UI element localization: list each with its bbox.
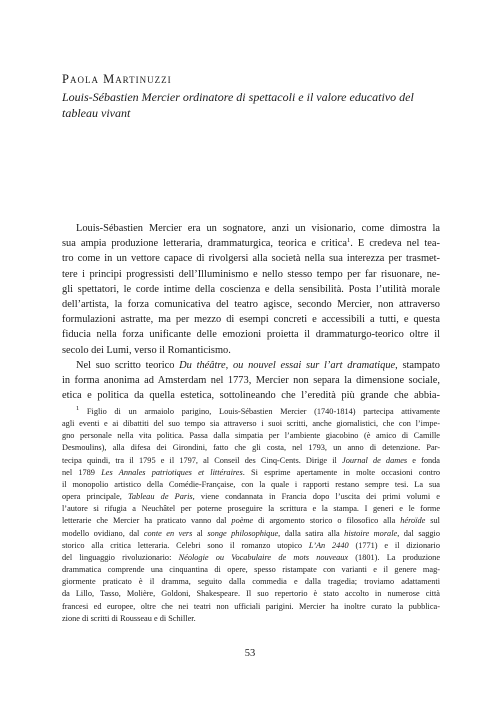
body-line: etica e politica da quella estetica, sottolineando che l’eredità più grande che abbia- [62, 390, 440, 402]
footnote-line: zione di scritti di Rousseau e di Schiller. [62, 613, 196, 623]
body-line: Nel suo scritto teorico Du théâtre, ou nouvel essai sur l’art dramatique, stampato [76, 359, 440, 371]
footnote-line: drammatica comprende una cinquantina di opere, spesso ristampate con varianti e il genere mag- [62, 565, 440, 575]
footnote-line: il monopolio artistico della Comédie-Française, con la quale i rapporti restano sempre tesi. La sua [62, 479, 440, 489]
author-name: Paola Martinuzzi [62, 72, 172, 86]
footnote-reference[interactable]: 1 [347, 237, 351, 245]
footnote-line: $^1$ Figlio di un armaiolo parigino, Louis-Sébastien Mercier (1740-1814) partecipa attivamente [76, 405, 440, 416]
body-line: sua ampia produzione letteraria, drammaturgica, teorica e critica$^1$. E credeva nel tea- [62, 237, 440, 250]
body-line: tere i principi progressisti dell’Illuminismo e nello stesso tempo per far risuonare, ne- [62, 268, 440, 280]
title-line-2: tableau vivant [62, 106, 131, 120]
footnote-line: modello ovidiano, dal conte en vers al songe philosophique, dalla satira alla histoire morale, dal saggio [62, 528, 440, 538]
footnote-line: letterarie che Mercier ha praticato vanno dal poème di argomento storico o filosofico alla héroïde sul [62, 516, 440, 526]
body-text [62, 221, 440, 403]
article-title [62, 89, 440, 121]
footnote-line: nel 1789 Les Annales patriotiques et littéraires. Si esprime apertamente in molte occasioni contro [62, 467, 440, 477]
footnote-line: francesi ed europee, oltre che nei teatri non ufficiali parigini. Mercier ha inoltre curato la pubblica- [62, 601, 440, 611]
footnote-line: opera principale, Tableau de Paris, viene condannata in Francia dopo l’uscita dei primi volumi e [62, 492, 440, 502]
body-line: gli spettatori, le corde intime della coscienza e della sensibilità. Posta l’utilità morale [62, 283, 440, 295]
body-line: tro come in un vettore capace di rivolgersi alla società nella sua interezza per trasmet- [62, 253, 440, 265]
body-line: Louis-Sébastien Mercier era un sognatore, anzi un visionario, come dimostra la [76, 223, 440, 234]
title-line-1: Louis-Sébastien Mercier ordinatore di spettacoli e il valore educativo del [62, 90, 414, 104]
footnote-line: storico alla critica letteraria. Celebri sono il romanzo utopico L’An 2440 (1771) e il dizionario [62, 540, 440, 550]
footnote-line: tecipa quindi, tra il 1795 e il 1797, al Conseil des Cinq-Cents. Dirige il Journal de dames e fonda [62, 455, 440, 465]
footnote-number: 1 [76, 405, 80, 412]
page-number: 53 [244, 648, 256, 659]
footnote-line: l’autore si rifugia a Neuchâtel per poterne proseguire la scrittura e la stampa. I generi e le forme [62, 504, 440, 514]
body-line: in forma anonima ad Amsterdam nel 1773, Mercier non separa la dimensione sociale, [62, 375, 440, 387]
footnote-line: gno personale nella vita politica. Passa dalla simpatia per l’ambiente giacobino (è amico di Camille [62, 431, 440, 441]
body-line: fiducia nella forza unificante delle emozioni proietta il drammaturgo-teorico oltre il [62, 329, 440, 341]
footnote-1 [62, 406, 440, 625]
footnote-line: giormente praticato è il dramma, seguito dalla commedia e dalla tragedia; troviamo adattamenti [62, 577, 440, 587]
footnote-line: Desmoulins), alla difesa dei Girondini, fatto che gli costa, nel 1793, un anno di detenzione. Par- [62, 443, 440, 453]
footnote-line: agli eventi e ai dibattiti del suo tempo sia attraverso i suoi scritti, anche giornalistici, che con l’impe- [62, 419, 440, 429]
body-line: formulazioni astratte, ma per mezzo di esempi concreti e accessibili a tutti, e questa [62, 314, 440, 326]
footnote-line: del linguaggio rivoluzionario: Néologie ou Vocabulaire de mots nouveaux (1801). La produzione [62, 552, 440, 562]
body-line: dell’artista, la forza comunicativa del teatro agisce, secondo Mercier, non attraverso [62, 299, 440, 311]
body-line: secolo dei Lumi, verso il Romanticismo. [62, 344, 231, 356]
footnote-line: da Lillo, Tasso, Molière, Goldoni, Shakespeare. Il suo repertorio è stato accolto in numerose città [62, 589, 440, 599]
